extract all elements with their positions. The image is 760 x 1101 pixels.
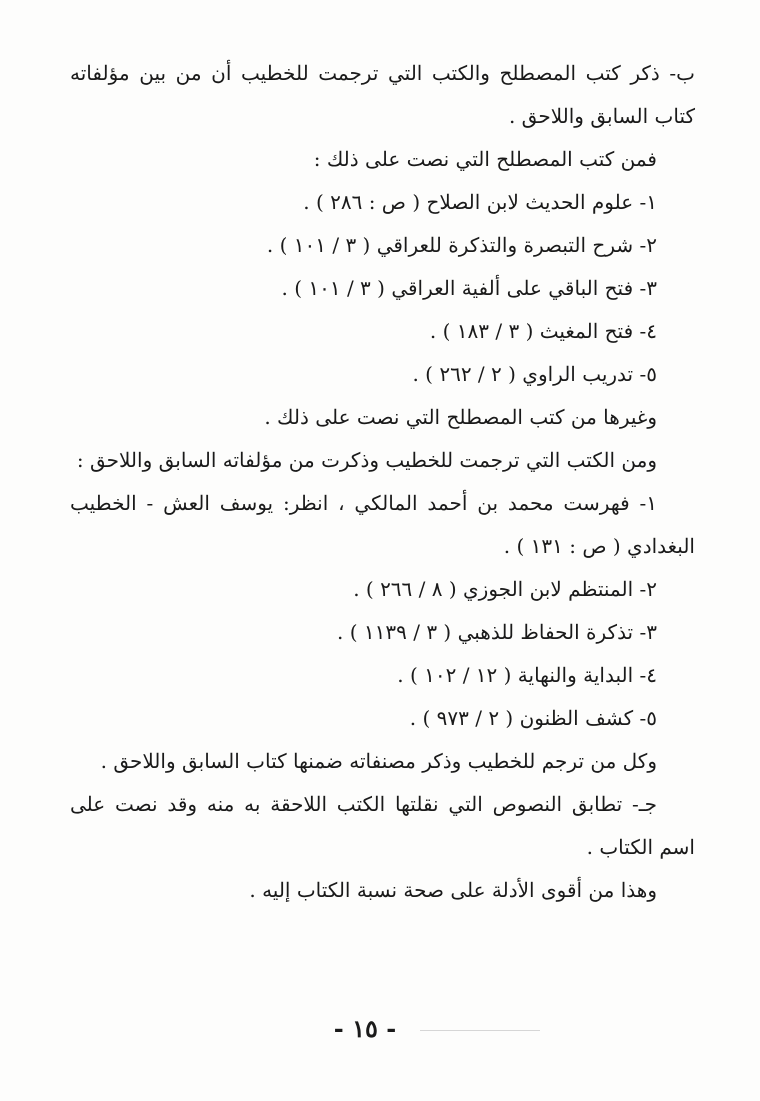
list-item: ٤- البداية والنهاية ( ١٢ / ١٠٢ ) . xyxy=(397,663,657,687)
text-line: فمن كتب المصطلح التي نصت على ذلك : xyxy=(313,147,657,171)
text-line: جـ- تطابق النصوص التي نقلتها الكتب اللاحقة به منه وقد نصت على xyxy=(70,792,657,816)
text-line: اسم الكتاب . xyxy=(586,835,695,859)
list-item: ١- فهرست محمد بن أحمد المالكي ، انظر: يوسف العش - الخطيب xyxy=(70,491,657,515)
page-number: - ١٥ - xyxy=(333,1014,397,1043)
text-line: وهذا من أقوى الأدلة على صحة نسبة الكتاب إليه . xyxy=(249,878,657,902)
body-text xyxy=(70,52,695,912)
list-item: ٢- المنتظم لابن الجوزي ( ٨ / ٢٦٦ ) . xyxy=(353,577,657,601)
text-line: ومن الكتب التي ترجمت للخطيب وذكرت من مؤلفاته السابق واللاحق : xyxy=(76,448,657,472)
list-item: ١- علوم الحديث لابن الصلاح ( ص : ٢٨٦ ) . xyxy=(303,190,657,214)
text-line: وغيرها من كتب المصطلح التي نصت على ذلك . xyxy=(264,405,657,429)
text-line: وكل من ترجم للخطيب وذكر مصنفاته ضمنها كتاب السابق واللاحق . xyxy=(100,749,657,773)
list-item: ٥- تدريب الراوي ( ٢ / ٢٦٢ ) . xyxy=(412,362,657,386)
list-item: ٣- تذكرة الحفاظ للذهبي ( ٣ / ١١٣٩ ) . xyxy=(337,620,657,644)
list-item: ٢- شرح التبصرة والتذكرة للعراقي ( ٣ / ١٠١ ) . xyxy=(266,233,657,257)
text-line: البغدادي ( ص : ١٣١ ) . xyxy=(503,534,695,558)
text-line: كتاب السابق واللاحق . xyxy=(508,104,695,128)
list-item: ٥- كشف الظنون ( ٢ / ٩٧٣ ) . xyxy=(409,706,657,730)
text-line: ب- ذكر كتب المصطلح والكتب التي ترجمت للخطيب أن من بين مؤلفاته xyxy=(70,61,695,85)
scan-artifact-line xyxy=(420,1030,540,1031)
list-item: ٤- فتح المغيث ( ٣ / ١٨٣ ) . xyxy=(429,319,657,343)
list-item: ٣- فتح الباقي على ألفية العراقي ( ٣ / ١٠١ ) . xyxy=(281,276,657,300)
